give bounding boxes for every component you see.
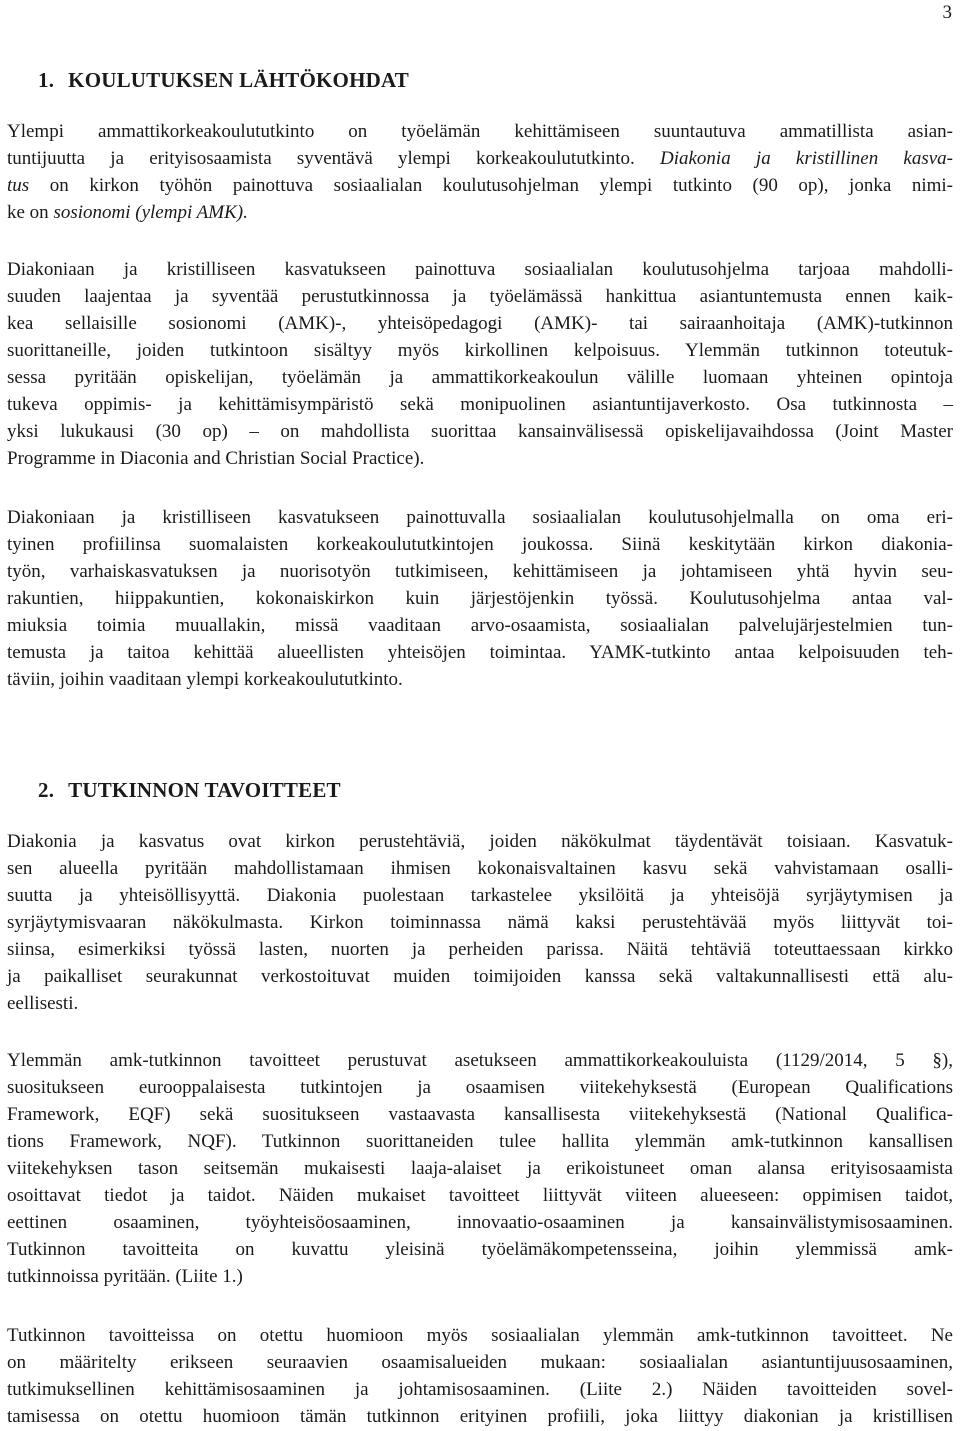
- section-2-number: 2.: [38, 778, 55, 802]
- text-line: osoittavat tiedot ja taidot. Näiden mukaiset tavoitteet liittyvät viiteen alueeseen: oppimisen taidot,: [7, 1185, 953, 1206]
- text-line: sen alueella pyritään mahdollistamaan ihmisen kokonaisvaltainen kasvu sekä vahvistamaan osalli-: [7, 858, 953, 879]
- text-line: miuksia toimia muuallakin, missä vaaditaan arvo-osaamista, sosiaalialan palvelujärjestelmien tun-: [7, 615, 953, 636]
- text-line: temusta ja taitoa kehittää alueellisten yhteisöjen toimintaa. YAMK-tutkinto antaa kelpoisuuden teh-: [7, 642, 953, 663]
- text-line: suuden laajentaa ja syventää perustutkinnossa ja työelämässä hankittua asiantuntemusta ennen kaik-: [7, 286, 953, 307]
- text-line: viitekehyksen tason seitsemän mukaisesti laaja-alaiset ja erikoistuneet oman alansa erityisosaamista: [7, 1158, 953, 1179]
- text-line: kea sellaisille sosionomi (AMK)-, yhteisöpedagogi (AMK)- tai sairaanhoitaja (AMK)-tutkinnon: [7, 313, 953, 334]
- text-line: tutkinnoissa pyritään. (Liite 1.): [7, 1266, 243, 1287]
- section-1-heading: [38, 68, 409, 93]
- text-line: Diakonia ja kasvatus ovat kirkon perustehtäviä, joiden näkökulmat täydentävät toisiaan. Kasvatuk-: [7, 831, 953, 852]
- section-1-number: 1.: [38, 68, 55, 92]
- text-line: syrjäytymisvaaran näkökulmasta. Kirkon toiminnassa nämä kaksi perustehtävää myös liittyvät toi-: [7, 912, 953, 933]
- text-line: Ylemmän amk-tutkinnon tavoitteet perustuvat asetukseen ammattikorkeakouluista (1129/2014, 5 §),: [7, 1050, 953, 1071]
- text-line: tuntijuutta ja erityisosaamista syventävä ylempi korkeakoulututkinto. Diakonia ja kristillinen kasva-: [7, 148, 953, 169]
- text-line: täviin, joihin vaaditaan ylempi korkeakoulututkinto.: [7, 669, 403, 690]
- section-1-title: KOULUTUKSEN LÄHTÖKOHDAT: [68, 68, 410, 92]
- text-line: tyinen profiilinsa suomalaisten korkeakoulututkintojen joukossa. Siinä keskitytään kirkon diakonia-: [7, 534, 953, 555]
- text-line: tions Framework, NQF). Tutkinnon suorittaneiden tulee hallita ylemmän amk-tutkinnon kansallisen: [7, 1131, 953, 1152]
- text-line: Framework, EQF) sekä suositukseen vastaavasta kansallisesta viitekehyksestä (National Qualifica-: [7, 1104, 953, 1125]
- text-line: Ylempi ammattikorkeakoulututkinto on työelämän kehittämiseen suuntautuva ammatillista asian-: [7, 121, 953, 142]
- section-2-heading: [38, 778, 341, 803]
- section-2-paragraph-2: [7, 1047, 953, 1290]
- text-line: eellisesti.: [7, 993, 79, 1014]
- section-1-paragraph-2: [7, 256, 953, 472]
- text-line: siinsa, esimerkiksi työssä lasten, nuorten ja perheiden parissa. Näitä tehtäviä toteuttaessaan kirkko: [7, 939, 953, 960]
- text-line: suutta ja yhteisöllisyyttä. Diakonia puolestaan tarkastelee yksilöitä ja yhteisöjä syrjäytymisen ja: [7, 885, 953, 906]
- text-line: suorittaneille, joiden tutkintoon sisältyy myös kirkollinen kelpoisuus. Ylemmän tutkinnon toteutuk-: [7, 340, 953, 361]
- text-line: työn, varhaiskasvatuksen ja nuorisotyön tutkimiseen, kehittämiseen ja johtamiseen yhtä hyvin seu-: [7, 561, 953, 582]
- text-line: yksi lukukausi (30 op) – on mahdollista suorittaa kansainvälisessä opiskelijavaihdossa (Joint Master: [7, 421, 953, 442]
- page-number: 3: [942, 2, 952, 23]
- text-line: tus on kirkon työhön painottuva sosiaalialan koulutusohjelman ylempi tutkinto (90 op), jonka nimi-: [7, 175, 953, 196]
- section-1-paragraph-1: [7, 118, 953, 226]
- section-2-paragraph-3: [7, 1322, 953, 1430]
- text-line: Diakoniaan ja kristilliseen kasvatukseen painottuva sosiaalialan koulutusohjelma tarjoaa mahdolli-: [7, 259, 953, 280]
- text-line: Diakoniaan ja kristilliseen kasvatukseen painottuvalla sosiaalialan koulutusohjelmalla on oma eri-: [7, 507, 953, 528]
- text-line: Tutkinnon tavoitteissa on otettu huomioon myös sosiaalialan ylemmän amk-tutkinnon tavoitteet. Ne: [7, 1325, 953, 1346]
- section-2-paragraph-1: [7, 828, 953, 1017]
- text-line: tamisessa on otettu huomioon tämän tutkinnon erityinen profiili, joka liittyy diakonian ja kristillisen: [7, 1406, 953, 1427]
- text-line: sessa pyritään opiskelijan, työelämän ja ammattikorkeakoulun välille luomaan yhteinen opintoja: [7, 367, 953, 388]
- text-line: eettinen osaaminen, työyhteisöosaaminen, innovaatio-osaaminen ja kansainvälistymisosaaminen.: [7, 1212, 953, 1233]
- text-line: tutkimuksellinen kehittämisosaaminen ja johtamisosaaminen. (Liite 2.) Näiden tavoitteiden sovel-: [7, 1379, 953, 1400]
- text-line: Tutkinnon tavoitteita on kuvattu yleisinä työelämäkompetensseina, joihin ylemmissä amk-: [7, 1239, 953, 1260]
- section-2-title: TUTKINNON TAVOITTEET: [68, 778, 341, 802]
- text-line: rakuntien, hiippakuntien, kokonaiskirkon kuin järjestöjenkin työssä. Koulutusohjelma antaa val-: [7, 588, 953, 609]
- text-line: ke on sosionomi (ylempi AMK).: [7, 202, 248, 223]
- text-line: ja paikalliset seurakunnat verkostoituvat muiden toimijoiden kanssa sekä valtakunnallisesti että alu-: [7, 966, 953, 987]
- text-line: on määritelty erikseen seuraavien osaamisalueiden mukaan: sosiaalialan asiantuntijuusosaaminen,: [7, 1352, 953, 1373]
- text-line: suositukseen eurooppalaisesta tutkintojen ja osaamisen viitekehyksestä (European Qualifications: [7, 1077, 953, 1098]
- text-line: Programme in Diaconia and Christian Social Practice).: [7, 448, 425, 469]
- text-line: tukeva oppimis- ja kehittämisympäristö sekä monipuolinen asiantuntijaverkosto. Osa tutkinnosta –: [7, 394, 953, 415]
- section-1-paragraph-3: [7, 504, 953, 693]
